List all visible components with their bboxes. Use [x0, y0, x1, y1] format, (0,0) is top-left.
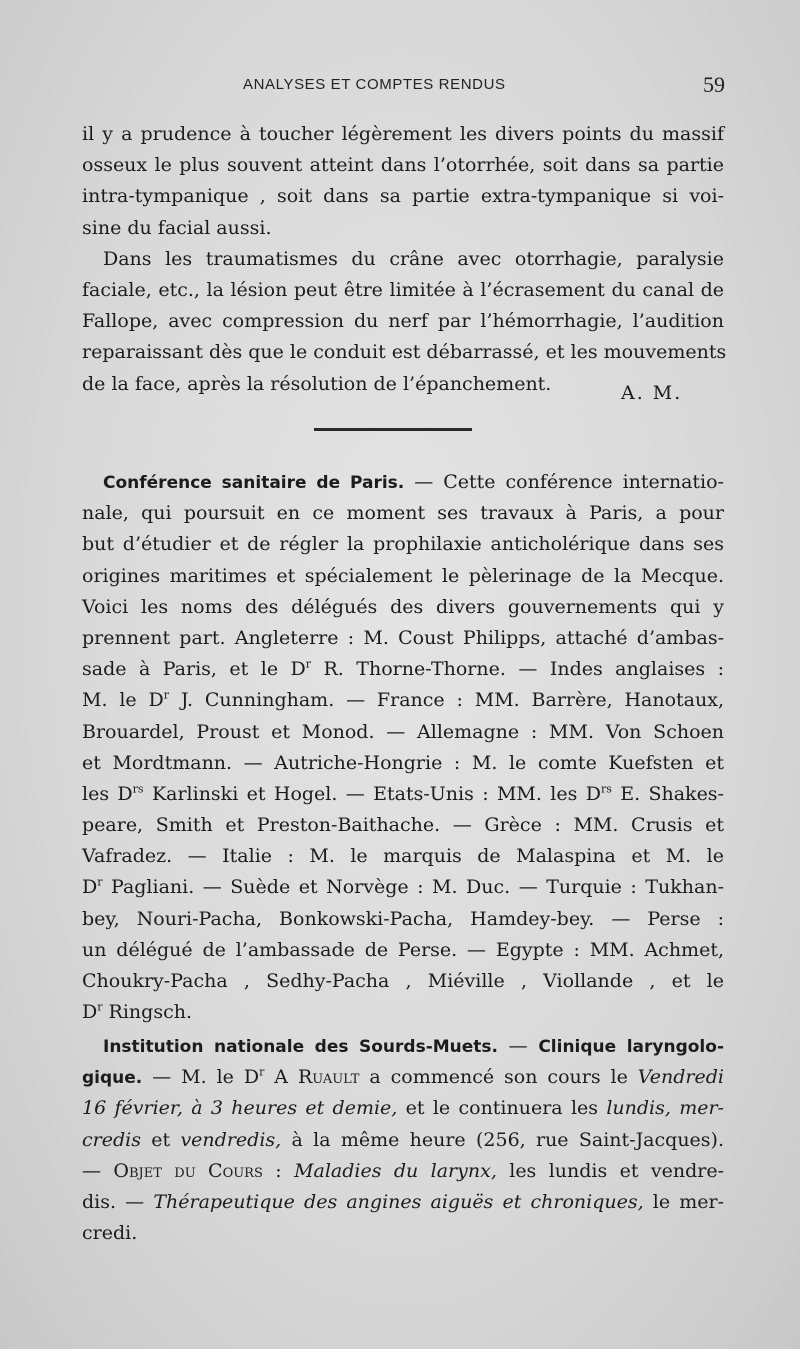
text-line: sine du facial aussi.: [82, 216, 272, 239]
text-line: il y a prudence à toucher légèrement les divers points du massif: [82, 123, 724, 145]
text-line: faciale, etc., la lésion peut être limitée à l’écrasement du canal de: [82, 278, 724, 301]
text-line: et Mordtmann. — Autriche-Hongrie : M. le comte Kuefsten et: [82, 751, 724, 774]
text-line: M. le $D^r$ J. Cunningham. — France : MM. Barrère, Hanotaux,: [82, 688, 724, 712]
text-line: gique. — M. le $D^r$ A Ruault a commencé son cours le Vendredi: [82, 1065, 724, 1089]
section-divider: [314, 428, 472, 431]
text-line: Fallope, avec compression du nerf par l’hémorrhagie, l’audition: [82, 310, 724, 333]
running-head: ANALYSES ET COMPTES RENDUS: [243, 76, 506, 93]
text-line: Brouardel, Proust et Monod. — Allemagne : MM. Von Schoen: [82, 720, 724, 743]
text-line: — Objet du Cours : Maladies du larynx, les lundis et vendre-: [82, 1159, 724, 1182]
text-line: Conférence sanitaire de Paris. — Cette conférence internatio-: [103, 471, 724, 493]
text-line: origines maritimes et spécialement le pèlerinage de la Mecque.: [82, 564, 724, 587]
conference-paragraph: [82, 467, 724, 1028]
page-number: 59: [703, 72, 725, 97]
text-line: dis. — Thérapeutique des angines aiguës et chroniques, le mer-: [82, 1190, 725, 1213]
intro-paragraph: [82, 119, 727, 400]
text-line: prennent part. Angleterre : M. Coust Philipps, attaché d’ambas-: [82, 626, 724, 649]
section-title: Conférence sanitaire de Paris.: [103, 473, 405, 493]
text-line: reparaissant dès que le conduit est débarrassé, et les mouvements: [82, 341, 727, 364]
text-line: but d’étudier et de régler la prophilaxie anticholérique dans ses: [82, 533, 724, 556]
text-line: credi.: [82, 1222, 138, 1245]
text-line: les $D^{rs}$ Karlinski et Hogel. — Etats-Unis : MM. les $D^{rs}$ E. Shakes-: [82, 782, 724, 805]
text-line: Vafradez. — Italie : M. le marquis de Malaspina et M. le: [82, 845, 724, 868]
text-line: nale, qui poursuit en ce moment ses travaux à Paris, a pour: [82, 502, 724, 525]
text-line: Voici les noms des délégués des divers gouvernements qui y: [82, 595, 724, 618]
text-line: Choukry-Pacha , Sedhy-Pacha , Miéville , Viollande , et le: [82, 970, 724, 992]
text-line: Institution nationale des Sourds-Muets. — Clinique laryngolo-: [103, 1035, 724, 1057]
text-line: Dans les traumatismes du crâne avec otorrhagie, paralysie: [103, 247, 724, 270]
text-line: $D^r$ Pagliani. — Suède et Norvège : M. Duc. — Turquie : Tukhan-: [82, 876, 724, 899]
text-line: osseux le plus souvent atteint dans l’otorrhée, soit dans sa partie: [82, 154, 724, 177]
text-line: de la face, après la résolution de l’épanchement.: [82, 372, 552, 395]
text-line: sade à Paris, et le $D^r$ R. Thorne-Thorne. — Indes anglaises :: [82, 657, 724, 681]
signature: A. M.: [621, 382, 683, 404]
text-line: peare, Smith et Preston-Baithache. — Grèce : MM. Crusis et: [82, 814, 724, 837]
text-line: credis et vendredis, à la même heure (256, rue Saint-Jacques).: [82, 1128, 724, 1151]
text-line: bey, Nouri-Pacha, Bonkowski-Pacha, Hamdey-bey. — Perse :: [82, 907, 724, 930]
page-header: [80, 72, 725, 102]
text-line: intra-tympanique , soit dans sa partie extra-tympanique si voi-: [82, 185, 724, 208]
text-line: 16 février, à 3 heures et demie, et le continuera les lundis, mer-: [82, 1097, 724, 1120]
text-line: $D^r$ Ringsch.: [82, 1000, 192, 1024]
text-line: un délégué de l’ambassade de Perse. — Egypte : MM. Achmet,: [82, 938, 724, 961]
section-title: Institution nationale des Sourds-Muets.: [103, 1037, 499, 1057]
institution-paragraph: [82, 1031, 724, 1249]
